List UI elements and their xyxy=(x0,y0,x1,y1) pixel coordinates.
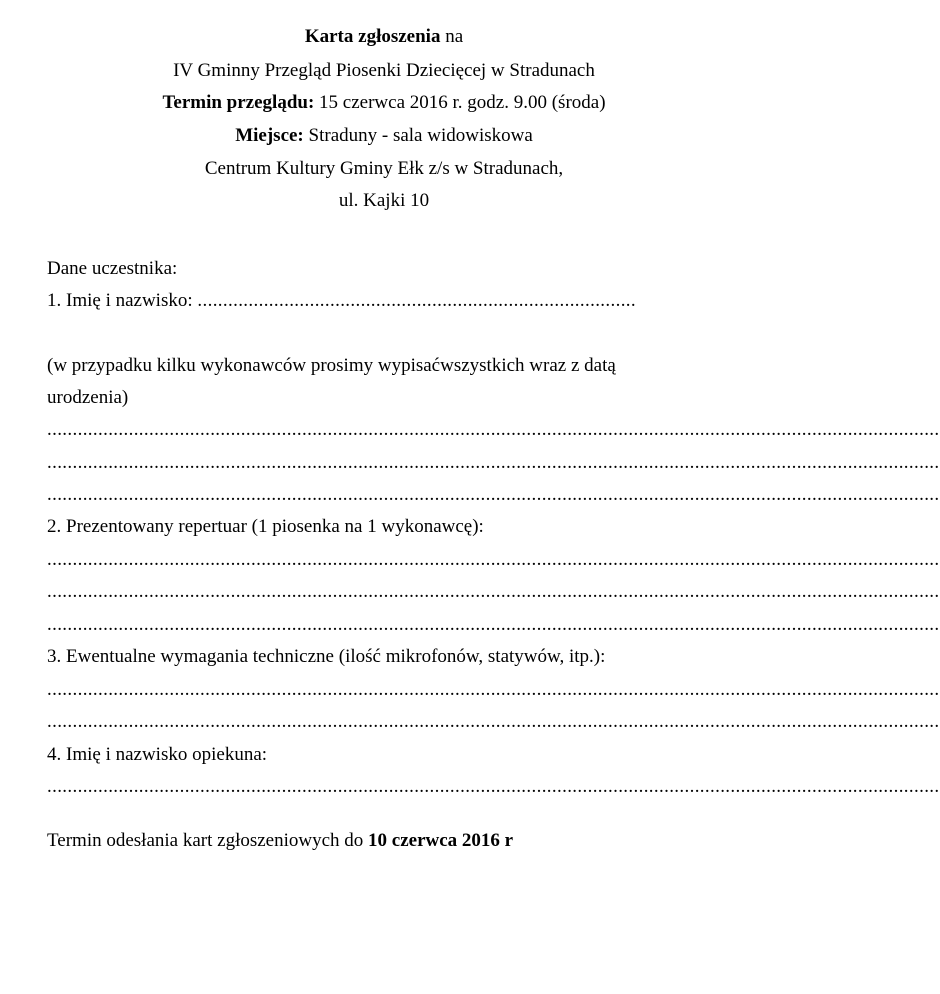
event-place-label: Miejsce: xyxy=(235,125,304,146)
section-label: Dane uczestnika: xyxy=(47,258,178,279)
deadline-date: 10 czerwca 2016 r xyxy=(368,830,514,851)
participants-line-3[interactable]: ............................................................................................................................................................................... xyxy=(47,484,940,505)
repertoire-line-3[interactable]: ............................................................................................................................................................................... xyxy=(47,614,940,635)
field-repertoire-label: 2. Prezentowany repertuar (1 piosenka na 1 wykonawcę): xyxy=(47,516,484,537)
technical-line-2[interactable]: ............................................................................................................................................................................... xyxy=(47,711,940,732)
guardian-line-1[interactable]: ............................................................................................................................................................................... xyxy=(47,776,940,797)
field-participant-name-dots: ...................................................................................... xyxy=(197,290,636,311)
event-venue: Centrum Kultury Gminy Ełk z/s w Stradunach, xyxy=(204,158,564,179)
participants-line-2[interactable]: ............................................................................................................................................................................... xyxy=(47,452,940,473)
technical-line-1[interactable]: ............................................................................................................................................................................... xyxy=(47,679,940,700)
note-line-2: urodzenia) xyxy=(47,387,129,408)
event-place-value: Straduny - sala widowiskowa xyxy=(303,125,533,146)
event-address: ul. Kajki 10 xyxy=(338,190,430,211)
repertoire-line-2[interactable]: ............................................................................................................................................................................... xyxy=(47,581,940,602)
note-line-1: (w przypadku kilku wykonawców prosimy wypisaćwszystkich wraz z datą xyxy=(47,355,616,376)
form-title-rest: na xyxy=(440,26,464,47)
event-date-label: Termin przeglądu: xyxy=(162,92,315,113)
field-participant-name-label: 1. Imię i nazwisko: xyxy=(47,290,198,311)
participants-line-1[interactable]: ............................................................................................................................................................................... xyxy=(47,419,940,440)
form-title-bold: Karta zgłoszenia xyxy=(304,26,441,47)
deadline-text: Termin odesłania kart zgłoszeniowych do xyxy=(47,830,369,851)
event-place xyxy=(0,124,768,148)
deadline-note xyxy=(47,829,513,853)
field-guardian-label: 4. Imię i nazwisko opiekuna: xyxy=(47,744,268,765)
field-technical-label: 3. Ewentualne wymagania techniczne (ilość mikrofonów, statywów, itp.): xyxy=(47,646,606,667)
field-participant-name[interactable] xyxy=(47,289,655,313)
event-name: IV Gminny Przegląd Piosenki Dziecięcej w Stradunach xyxy=(173,60,595,81)
repertoire-line-1[interactable]: ............................................................................................................................................................................... xyxy=(47,549,940,570)
event-date xyxy=(0,91,768,115)
form-title xyxy=(0,25,768,49)
event-date-value: 15 czerwca 2016 r. godz. 9.00 (środa) xyxy=(314,92,606,113)
